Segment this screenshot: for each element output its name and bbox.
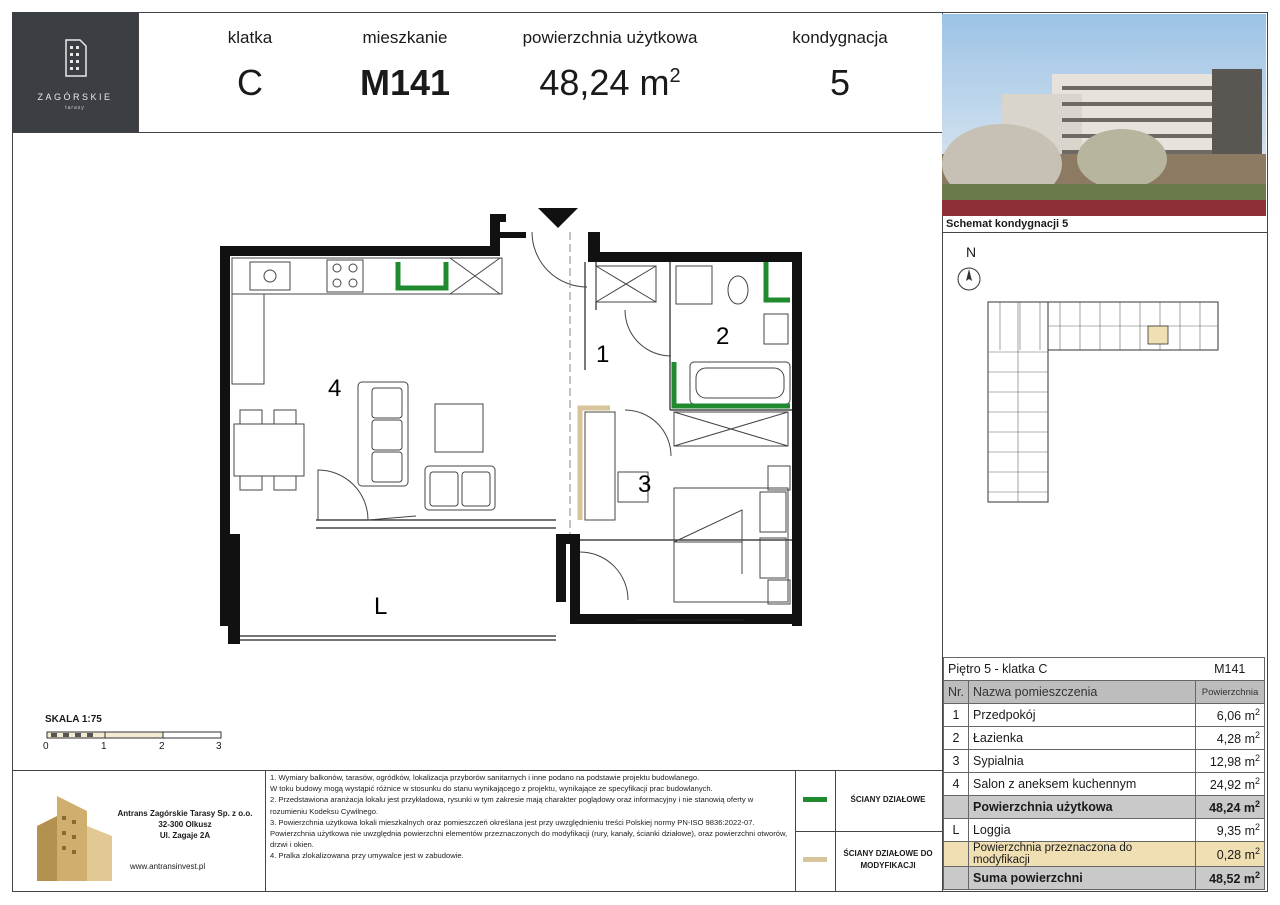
logo-name: ZAGÓRSKIE (37, 92, 113, 102)
modification-area-value: 0,28 $m^2$ (1196, 842, 1265, 867)
scale-title: SKALA 1:75 (45, 714, 102, 725)
scale-tick-2: 2 (159, 741, 165, 752)
footer-divider (12, 770, 942, 771)
col-name: Nazwa pomieszczenia (968, 681, 1195, 704)
table-apartment: M141 (1196, 658, 1265, 681)
floor-schematic (980, 292, 1222, 504)
table-title: Piętro 5 - klatka C (944, 658, 1196, 681)
scale-tick-3: 3 (216, 741, 222, 752)
legend-label-division-walls: ŚCIANY DZIAŁOWE (850, 795, 926, 804)
footnotes (270, 772, 790, 862)
rooms-table (943, 657, 1265, 890)
company-name: Antrans Zagórskie Tarasy Sp. z o.o. (117, 809, 253, 818)
note-line: 3. Powierzchnia użytkowa lokali mieszkalnych oraz pomieszczeń określana jest przy uwzględnieniu treści Polskiej normy PN-ISO 9836:2022-07. (270, 817, 755, 827)
total-area-value: 48,52 $m^2$ (1196, 867, 1265, 890)
table-row (944, 750, 1265, 773)
total-area-label: Suma powierzchni (968, 867, 1195, 890)
total-area-row (944, 867, 1265, 890)
note-line: W toku budowy mogą wystąpić różnice w stosunku do stanu wynikającego z projektu, wynikające ze specyfikacji prac budowlanych. (270, 784, 713, 794)
usable-area-value: 48,24 $m^2$ (1196, 796, 1265, 819)
legend-swatch-modify-walls (803, 857, 827, 862)
modification-area-label: Powierzchnia przeznaczona do modyfikacji (968, 842, 1195, 867)
apartment-highlight (1148, 326, 1168, 344)
note-line: 4. Pralka zlokalizowana przy umywalce jest w zabudowie. (270, 851, 464, 861)
room-label-2: 2 (716, 323, 730, 350)
company-logo (22, 786, 122, 886)
row-nr: 1 (944, 704, 969, 727)
header-value-floor: 5 (829, 62, 851, 103)
floor-plan (150, 140, 930, 660)
room-label-4: 4 (328, 375, 342, 402)
schematic-label: Schemat kondygnacji 5 (946, 218, 1069, 230)
row-name: Przedpokój (968, 704, 1195, 727)
row-nr: 2 (944, 727, 969, 750)
modification-area-row (944, 842, 1265, 867)
table-title-row (944, 658, 1265, 681)
header-value-usable-area: 48,24 $m^2$ (539, 62, 681, 103)
usable-area-label: Powierzchnia użytkowa (968, 796, 1195, 819)
loggia-nr: L (944, 819, 969, 842)
loggia-value: 9,35 $m^2$ (1196, 819, 1265, 842)
company-website[interactable]: www.antransinvest.pl (130, 862, 206, 871)
company-postcode: 32-300 Olkusz (158, 820, 212, 829)
scale-tick-0: 0 (43, 741, 49, 752)
entrance-arrow-icon (538, 208, 578, 228)
header-value-staircase: C (237, 62, 263, 103)
scale-tick-1: 1 (101, 741, 107, 752)
row-name: Łazienka (968, 727, 1195, 750)
loggia-row (944, 819, 1265, 842)
logo-subtitle: tarasy (65, 105, 85, 111)
logo-divider (138, 12, 139, 132)
loggia-label: Loggia (968, 819, 1195, 842)
col-nr: Nr. (944, 681, 969, 704)
table-row (944, 773, 1265, 796)
north-label: N (966, 244, 977, 260)
header-value-apartment: M141 (359, 62, 451, 103)
row-area: 12,98 $m^2$ (1196, 750, 1265, 773)
note-line: 2. Przedstawiona aranżacja lokalu jest przykładowa, rysunki w tym zakresie mają charakter poglądowy oraz informacyjny i nie stanowią oferty w rozumieniu Kodeksu Cywilnego. (270, 795, 754, 816)
row-nr: 4 (944, 773, 969, 796)
row-name: Sypialnia (968, 750, 1195, 773)
legend-swatch-division-walls (803, 797, 827, 802)
header-label-staircase: klatka (227, 28, 273, 47)
col-area: Powierzchnia (1196, 681, 1265, 704)
company-street: Ul. Zagaje 2A (159, 831, 211, 840)
table-header-row (944, 681, 1265, 704)
footer-legend-row-divider (795, 831, 942, 832)
row-area: 6,06 $m^2$ (1196, 704, 1265, 727)
footer-company-divider (265, 770, 266, 892)
room-label-1: 1 (596, 341, 610, 368)
room-label-3: 3 (638, 471, 652, 498)
header-label-usable-area: powierzchnia użytkowa (522, 28, 698, 47)
note-line: 1. Wymiary balkonów, tarasów, ogródków, lokalizacja przyborów sanitarnych i inne podano na podstawie projektu budowlanego. (270, 773, 700, 782)
legend-label-modify-walls: ŚCIANY DZIAŁOWE DO MODYFIKACJI (843, 849, 933, 870)
brand-logo (12, 12, 138, 132)
building-logo-icon (62, 38, 90, 78)
room-label-loggia: L (374, 593, 388, 620)
building-visualization-image (942, 14, 1266, 216)
header-label-floor: kondygnacja (792, 28, 888, 47)
note-line: Powierzchnia użytkowa nie uwzględnia powierzchni elementów przeznaczonych do modyfikacji (rury, kanały, ścianki działowe), oraz powierzchni otworów, drzwi i okien. (270, 829, 788, 850)
scale-bar (45, 730, 225, 742)
table-row (944, 704, 1265, 727)
header-label-apartment: mieszkanie (362, 28, 448, 47)
usable-area-row (944, 796, 1265, 819)
row-area: 24,92 $m^2$ (1196, 773, 1265, 796)
table-row (944, 727, 1265, 750)
header-divider (12, 132, 942, 133)
compass-icon (956, 266, 982, 292)
row-name: Salon z aneksem kuchennym (968, 773, 1195, 796)
row-nr: 3 (944, 750, 969, 773)
schematic-divider (942, 232, 1268, 233)
row-area: 4,28 $m^2$ (1196, 727, 1265, 750)
company-address (110, 808, 260, 841)
